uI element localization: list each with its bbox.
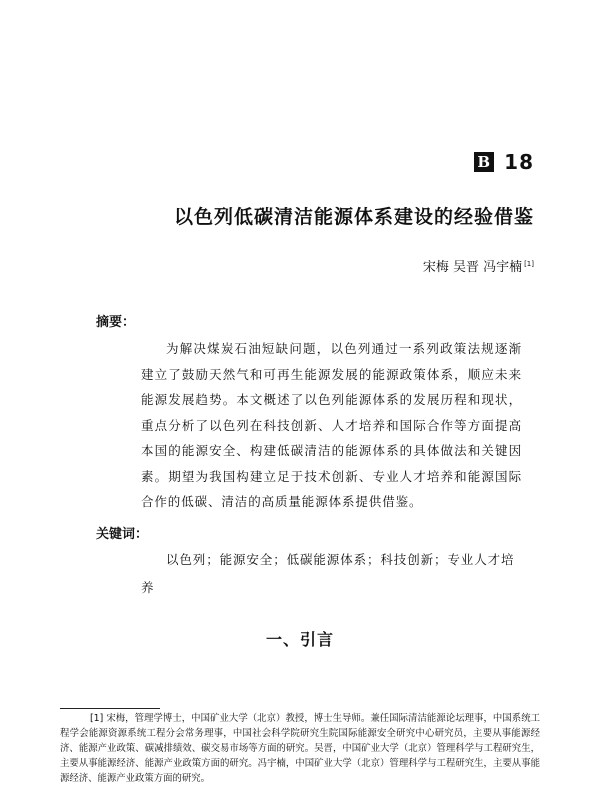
footnote-divider [60, 708, 160, 709]
keywords-label: 关键词： [96, 527, 149, 542]
author-footnote-ref: [1] [524, 259, 534, 268]
abstract-text: 为解决煤炭石油短缺问题，以色列通过一系列政策法规逐渐建立了鼓励天然气和可再生能源发展的能源政策体系，顺应未来能源发展趋势。本文概述了以色列能源体系的发展历程和现状，重点分析了以色列在科技创新、人才培养和国际合作等方面提高本国的能源安全、构建低碳清洁的能源体系的具体做法和关键因素。期望为我国构建立足于技术创新、专业人才培养和能源国际合作的低碳、清洁的高质量能源体系提供借鉴。 [141, 341, 522, 509]
chapter-mark-icon: B [474, 152, 494, 172]
author-line [423, 256, 534, 275]
author-footnote: [1] 宋梅，管理学博士，中国矿业大学（北京）教授，博士生导师。兼任国际清洁能源论坛理事，中国系统工程学会能源资源系统工程分会常务理事，中国社会科学院研究生院国际能源安全研究中心研究员，主要从事能源经济、能源产业政策、碳减排绩效、碳交易市场等方面的研究。吴晋，中国矿业大学（北京）管理科学与工程研究生，主要从事能源经济、能源产业政策方面的研究。冯宇楠，中国矿业大学（北京）管理科学与工程研究生，主要从事能源经济、能源产业政策方面的研究。 [60, 713, 540, 784]
chapter-label [474, 150, 534, 174]
author-names: 宋梅 吴晋 冯宇楠 [422, 260, 523, 275]
page-title: 以色列低碳清洁能源体系建设的经验借鉴 [173, 206, 534, 228]
keywords-text: 以色列；能源安全；低碳能源体系；科技创新；专业人才培养 [141, 552, 515, 595]
abstract-label: 摘要： [96, 315, 136, 330]
section-heading: 一、引言 [265, 630, 334, 649]
chapter-number: 18 [504, 150, 534, 174]
